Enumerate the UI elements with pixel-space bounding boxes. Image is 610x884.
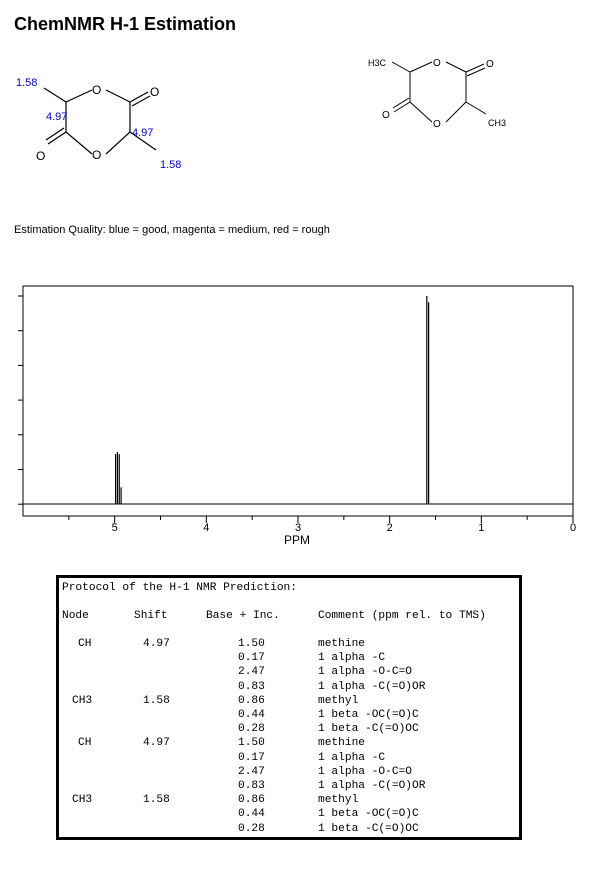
ring-oxygen-label: O <box>92 83 102 97</box>
row-base-increment: 0.86 <box>238 694 265 707</box>
shift-label-methyl: 1.58 <box>16 77 38 89</box>
carbonyl-oxygen-label: O <box>486 59 494 70</box>
row-base-increment: 0.17 <box>238 652 265 665</box>
x-tick-label: 3 <box>294 522 302 534</box>
row-base-increment: 0.44 <box>238 808 265 821</box>
row-base-increment: 0.28 <box>238 822 265 835</box>
bond <box>46 128 64 140</box>
row-comment: 1 beta -OC(=O)C <box>318 709 419 721</box>
plot-frame <box>23 286 573 516</box>
row-comment: 1 alpha -O-C=O <box>318 765 412 778</box>
row-comment: 1 alpha -C(=O)OR <box>318 680 426 693</box>
row-base-increment: 0.28 <box>238 723 265 736</box>
molecule-structure-annotated <box>10 68 210 188</box>
x-axis-label: PPM <box>283 533 311 547</box>
x-tick-label: 2 <box>386 522 393 534</box>
bond <box>106 90 130 102</box>
row-base-increment: 0.83 <box>238 680 265 693</box>
bond <box>66 132 92 154</box>
row-node: CH3 <box>72 794 93 807</box>
nmr-spectrum-chart <box>0 270 610 550</box>
row-base-increment: 0.86 <box>238 794 265 807</box>
ring-oxygen-label: O <box>92 148 102 162</box>
row-base-increment: 0.83 <box>238 780 265 792</box>
column-header-base: Base + Inc. <box>206 610 280 622</box>
row-node: CH3 <box>72 694 93 707</box>
column-header-comment: Comment (ppm rel. to TMS) <box>318 610 486 622</box>
x-tick-label: 5 <box>111 522 118 534</box>
x-tick-label: 4 <box>203 522 210 534</box>
carbonyl-oxygen-label: O <box>150 85 160 99</box>
ring-oxygen-label: O <box>433 119 441 130</box>
row-comment: methyl <box>318 794 359 807</box>
row-shift: 1.58 <box>143 694 170 707</box>
page-title: ChemNMR H-1 Estimation <box>14 14 237 34</box>
row-comment: 1 alpha -C <box>318 652 386 665</box>
shift-label-methine: 4.97 <box>132 127 154 139</box>
row-base-increment: 2.47 <box>238 765 265 778</box>
molecule-structure <box>360 50 550 140</box>
row-base-increment: 0.44 <box>238 709 265 721</box>
prediction-protocol-table <box>56 575 522 840</box>
bond <box>48 132 66 144</box>
carbonyl-oxygen-label: O <box>382 110 390 121</box>
carbonyl-oxygen-label: O <box>36 149 46 163</box>
bond <box>130 92 148 102</box>
methyl-label: H3C <box>368 58 387 68</box>
row-comment: 1 beta -C(=O)OC <box>318 822 419 835</box>
row-shift: 4.97 <box>143 737 170 750</box>
shift-label-methine: 4.97 <box>46 111 68 123</box>
bond <box>44 88 66 102</box>
row-comment: 1 beta -C(=O)OC <box>318 723 419 736</box>
column-header-shift: Shift <box>134 610 168 622</box>
ring-oxygen-label: O <box>433 58 441 69</box>
row-node: CH <box>78 638 92 650</box>
row-shift: 4.97 <box>143 638 170 650</box>
shift-label-methyl: 1.58 <box>160 159 182 171</box>
bond <box>132 96 150 106</box>
row-node: CH <box>78 737 92 750</box>
row-comment: methyl <box>318 694 359 707</box>
column-header-node: Node <box>62 610 89 622</box>
row-base-increment: 0.17 <box>238 751 265 764</box>
row-comment: 1 alpha -O-C=O <box>318 666 412 679</box>
row-comment: methine <box>318 737 365 750</box>
row-comment: methine <box>318 638 365 650</box>
row-shift: 1.58 <box>143 794 170 807</box>
row-base-increment: 2.47 <box>238 666 265 679</box>
bond <box>66 90 92 102</box>
bond <box>106 132 130 154</box>
estimation-quality-legend: Estimation Quality: blue = good, magenta = medium, red = rough <box>14 224 330 236</box>
row-comment: 1 alpha -C(=O)OR <box>318 780 426 792</box>
row-comment: 1 alpha -C <box>318 751 386 764</box>
x-tick-label: 0 <box>569 522 577 534</box>
protocol-title: Protocol of the H-1 NMR Prediction: <box>62 582 297 594</box>
row-base-increment: 1.50 <box>238 638 265 650</box>
methyl-label: CH3 <box>488 118 507 128</box>
x-tick-label: 1 <box>478 522 485 534</box>
row-comment: 1 beta -OC(=O)C <box>318 808 419 821</box>
row-base-increment: 1.50 <box>238 737 265 750</box>
